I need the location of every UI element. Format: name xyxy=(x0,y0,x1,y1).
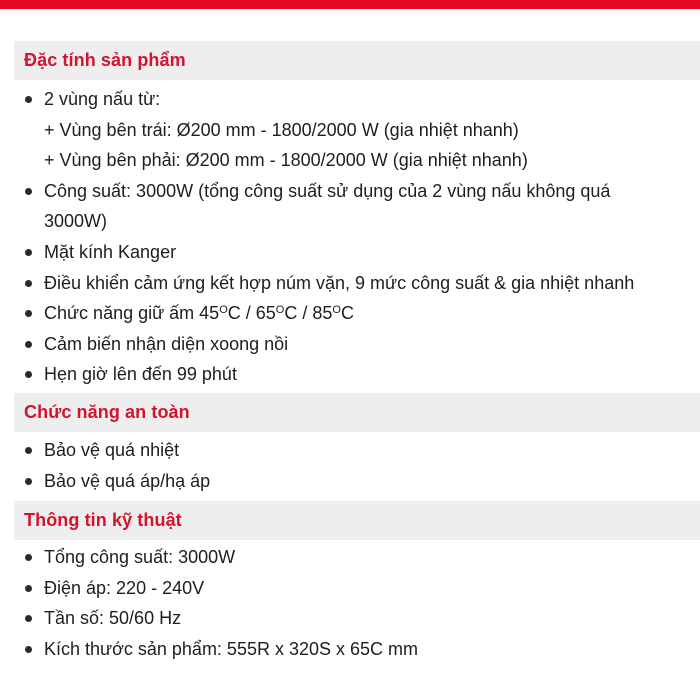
overheat-text: Bảo vệ quá nhiệt xyxy=(44,440,180,460)
bullet-icon xyxy=(25,554,32,561)
features-list xyxy=(24,84,694,390)
bullet-icon xyxy=(25,615,32,622)
glass-text: Mặt kính Kanger xyxy=(44,241,177,262)
features-section-title: Đặc tính sản phẩm xyxy=(24,50,186,70)
list-subitem-zone-right: + Vùng bên phải: Ø200 mm - 1800/2000 W (gia nhiệt nhanh) xyxy=(44,150,528,171)
top-accent-bar xyxy=(0,0,700,9)
dimensions-text: Kích thước sản phẩm: 555R x 320S x 65C mm xyxy=(44,638,419,659)
bullet-icon xyxy=(25,310,32,317)
list-item-total-power xyxy=(24,542,694,573)
list-item-glass xyxy=(24,237,694,268)
list-item-voltage xyxy=(24,573,694,604)
degree-sup: O xyxy=(275,304,285,317)
bullet-icon xyxy=(25,646,32,653)
list-item-timer xyxy=(24,359,694,390)
specs-list xyxy=(24,542,694,664)
bullet-icon xyxy=(25,188,32,195)
list-item-dimensions xyxy=(24,634,694,665)
bullet-icon xyxy=(25,96,32,103)
voltage-protection-text: Bảo vệ quá áp/hạ áp xyxy=(44,470,211,491)
bullet-icon xyxy=(25,249,32,256)
list-subitem-zone-left: + Vùng bên trái: Ø200 mm - 1800/2000 W (gia nhiệt nhanh) xyxy=(44,119,519,140)
list-item-power xyxy=(24,176,694,237)
specs-section-header xyxy=(14,501,700,540)
list-item-cooking-zones xyxy=(24,84,694,115)
safety-section-title: Chức năng an toàn xyxy=(24,402,190,422)
cooking-zones-label: 2 vùng nấu từ: xyxy=(44,89,161,109)
list-item-pot-sensor xyxy=(24,329,694,360)
degree-sup: O xyxy=(332,304,341,317)
list-item-control xyxy=(24,268,694,299)
bullet-icon xyxy=(25,585,32,592)
list-item-frequency xyxy=(24,603,694,634)
power-text: Công suất: 3000W (tổng công suất sử dụng của 2 vùng nấu không quá 3000W) xyxy=(44,180,611,232)
keep-warm-text: Chức năng giữ ấm $45^OC / 65^OC / 85^OC$ xyxy=(44,303,354,324)
degree-sup: O xyxy=(219,304,228,317)
total-power-text: Tổng công suất: 3000W xyxy=(44,547,236,567)
list-item-keep-warm xyxy=(24,298,694,329)
bullet-icon xyxy=(25,371,32,378)
bullet-icon xyxy=(25,280,32,287)
bullet-icon xyxy=(25,447,32,454)
safety-list xyxy=(24,435,694,496)
pot-sensor-text: Cảm biến nhận diện xoong nồi xyxy=(44,333,289,354)
specs-section-title: Thông tin kỹ thuật xyxy=(24,510,182,530)
list-item-voltage-protection xyxy=(24,466,694,497)
bullet-icon xyxy=(25,341,32,348)
voltage-text: Điện áp: 220 - 240V xyxy=(44,577,205,598)
control-text: Điều khiển cảm ứng kết hợp núm vặn, 9 mức công suất & gia nhiệt nhanh xyxy=(44,272,635,293)
frequency-text: Tần số: 50/60 Hz xyxy=(44,608,182,629)
safety-section-header xyxy=(14,393,700,432)
features-section-header xyxy=(14,41,700,80)
list-item-overheat xyxy=(24,435,694,466)
bullet-icon xyxy=(25,478,32,485)
timer-text: Hẹn giờ lên đến 99 phút xyxy=(44,364,237,385)
